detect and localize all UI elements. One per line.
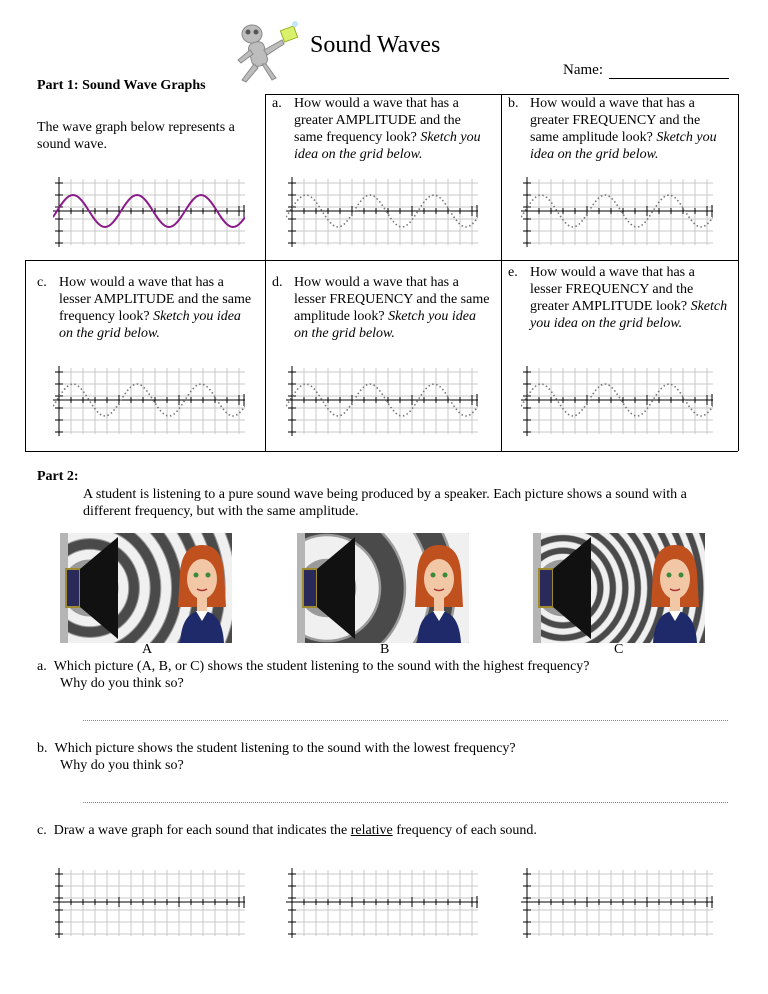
grid-axes [286,366,478,436]
question-d: d. How would a wave that has a lesser FREQUENCY and the same amplitude look? Sketch you idea on the grid below. [272,275,490,341]
grid-axes [286,868,478,938]
picture-a-speaker-illustration [60,533,232,643]
grid-d[interactable] [286,364,478,436]
student-head-icon [178,545,226,643]
table-divider-1 [265,94,266,451]
sample-wave-grid [53,175,245,247]
part1-heading: Part 1: Sound Wave Graphs [37,78,206,93]
name-label: Name: [563,62,603,78]
page-title: Sound Waves [310,32,441,58]
grid-lines [59,368,245,434]
table-border-right [738,94,739,451]
grid-a[interactable] [286,175,478,247]
grid-b[interactable] [521,175,713,247]
part2-question-a: a. Which picture (A, B, or C) shows the student listening to the sound with the highest frequency? Why do you think so? [37,659,590,691]
picture-c-speaker-illustration [533,533,705,643]
answer-line-b[interactable] [83,802,728,803]
grid-lines [59,870,245,936]
grid-axes [521,868,713,938]
part2-heading: Part 2: [37,469,79,484]
question-a: a. How would a wave that has a greater AMPLITUDE and the same frequency look? Sketch you idea on the grid below. [272,96,481,162]
grid-lines [527,368,713,434]
grid-lines [292,179,478,245]
grid-axes [286,177,478,247]
part2-question-b: b. Which picture shows the student listening to the sound with the lowest frequency? Why do you think so? [37,741,516,773]
grid-axes [53,177,245,247]
question-b: b. How would a wave that has a greater FREQUENCY and the same amplitude look? Sketch you idea on the grid below. [508,96,717,162]
part2-description: A student is listening to a pure sound wave being produced by a speaker. Each picture shows a sound with a different frequency, but with the same amplitude. [83,487,687,519]
student-head-icon [415,545,463,643]
table-border-middle [25,260,738,261]
part1-description: The wave graph below represents a sound wave. [37,120,235,152]
grid-axes [53,366,245,436]
name-field[interactable] [563,62,729,79]
grid-e[interactable] [521,364,713,436]
grid-axes [521,366,713,436]
table-border-left [25,260,26,451]
grid-axes [53,868,245,938]
grid-lines [527,179,713,245]
name-blank[interactable] [609,64,729,79]
grid-c[interactable] [53,364,245,436]
student-head-icon [651,545,699,643]
picture-a-label: A [142,642,153,657]
table-border-bottom [25,451,738,452]
part2-question-c: c. Draw a wave graph for each sound that indicates the relative frequency of each sound. [37,823,537,838]
answer-line-a[interactable] [83,720,728,721]
question-c: c. How would a wave that has a lesser AMPLITUDE and the same frequency look? Sketch you idea on the grid below. [37,275,252,341]
grid-lines [527,870,713,936]
picture-b-label: B [380,642,390,657]
grid-axes [521,177,713,247]
blank-grid-a[interactable] [53,866,245,938]
blank-grid-c[interactable] [521,866,713,938]
table-divider-2 [501,94,502,451]
grid-lines [292,870,478,936]
robot-clipart-icon [232,18,307,88]
picture-c-label: C [614,642,624,657]
grid-lines [292,368,478,434]
picture-b-speaker-illustration [297,533,469,643]
question-e: e. How would a wave that has a lesser FREQUENCY and the greater AMPLITUDE look? Sketch you idea on the grid below. [508,265,728,331]
blank-grid-b[interactable] [286,866,478,938]
